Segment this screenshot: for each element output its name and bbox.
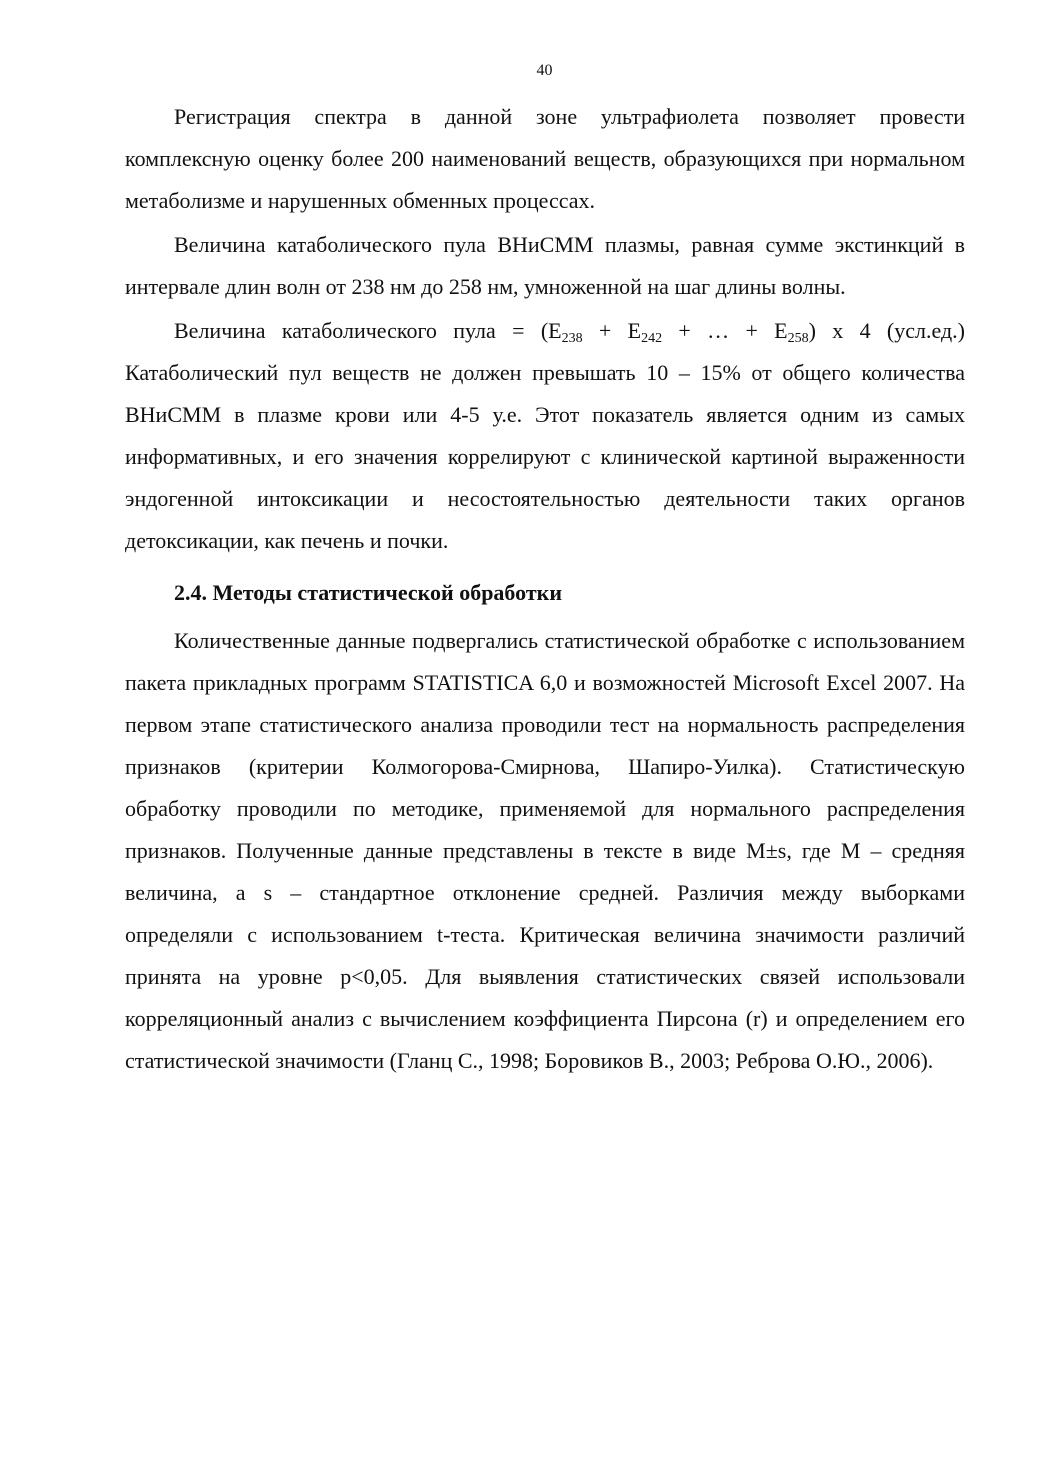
formula-subscript-238: 238 <box>561 331 583 346</box>
formula-plus-2: + … + E <box>662 318 788 343</box>
page-number: 40 <box>536 62 553 79</box>
formula-tail: ) х 4 (усл.ед.) <box>808 318 965 343</box>
formula-lead: Величина катаболического пула = (E <box>174 318 562 343</box>
formula-catabolic-pool <box>125 310 965 352</box>
formula-subscript-258: 258 <box>787 331 809 346</box>
section-heading: 2.4. Методы статистической обработки <box>174 580 563 605</box>
paragraph-statistics-methods: Количественные данные подвергались статистической обработке с использованием пакета прикладных программ STATISTICA 6,0 и возможностей Microsoft Excel 2007. На первом этапе статистического анализа проводили тест на нормальность распределения признаков (критерии Колмогорова-Смирнова, Шапиро-Уилка). Статистическую обработку проводили по методике, применяемой для нормального распределения признаков. Полученные данные представлены в тексте в виде M±s, где M – средняя величина, а s – стандартное отклонение средней. Различия между выборками определяли с использованием t-теста. Критическая величина значимости различий принята на уровне p<0,05. Для выявления статистических связей использовали корреляционный анализ с вычислением коэффициента Пирсона (r) и определением его статистической значимости (Гланц С., 1998; Боровиков В., 2003; Реброва О.Ю., 2006). <box>125 628 965 1073</box>
paragraph-catabolic-pool-norm: Катаболический пул веществ не должен превышать 10 – 15% от общего количества ВНиСММ в плазме крови или 4-5 у.е. Этот показатель является одним из самых информативных, и его значения коррелируют с клинической картиной выраженности эндогенной интоксикации и несостоятельностью деятельности таких органов детоксикации, как печень и почки. <box>125 360 965 553</box>
formula-plus-1: + E <box>582 318 642 343</box>
paragraph-uv-spectrum: Регистрация спектра в данной зоне ультрафиолета позволяет провести комплексную оценку более 200 наименований веществ, образующихся при нормальном метаболизме и нарушенных обменных процессах. <box>125 104 965 213</box>
document-body <box>125 96 965 1082</box>
formula-subscript-242: 242 <box>641 331 663 346</box>
paragraph-catabolic-pool-definition: Величина катаболического пула ВНиСММ плазмы, равная сумме экстинкций в интервале длин волн от 238 нм до 258 нм, умноженной на шаг длины волны. <box>125 232 965 299</box>
